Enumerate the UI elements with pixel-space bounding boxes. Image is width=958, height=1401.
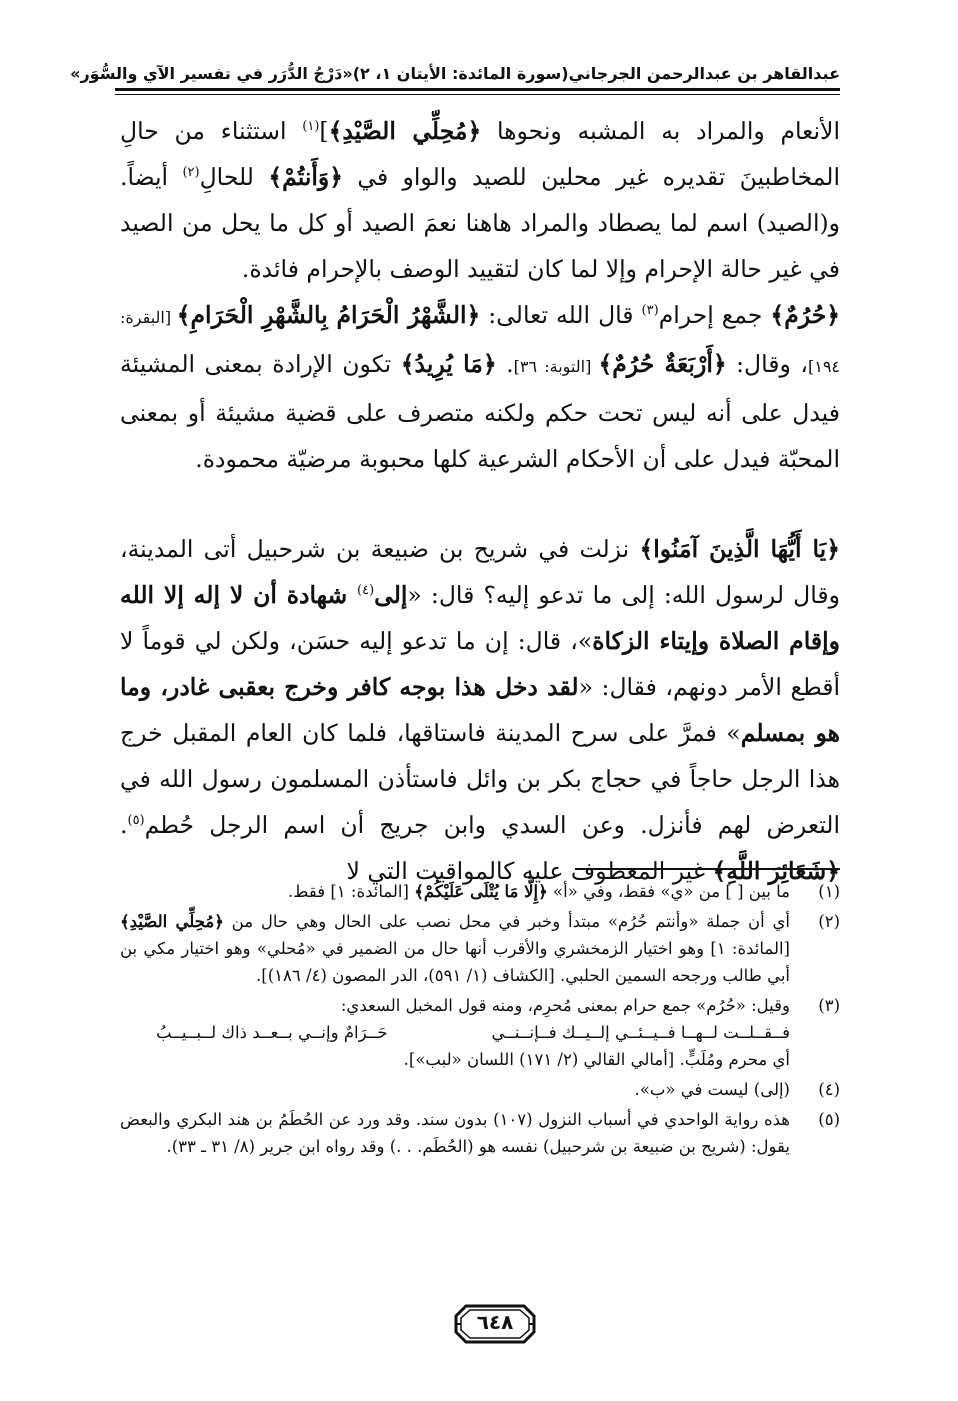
hadith-bold: لقد دخل هذا بوجه كافر وخرج بعقبى غادر، وما هو بمسلم bbox=[120, 673, 840, 747]
header-book-title: «دَرْجُ الدُّرَر في تفسير الآي والسُّوَر» bbox=[70, 63, 353, 83]
text-run: أي أن جملة «وأنتم حُرُم» مبتدأ وخبر في محل نصب على الحال وهي حال من bbox=[223, 912, 790, 931]
footnote-number: (٢) bbox=[818, 912, 840, 931]
footnote-separator bbox=[575, 868, 840, 870]
text-run: أي محرم ومُلَبٍّ. [أمالي القالي (٢/ ١٧١) اللسان «لبب»]. bbox=[403, 1050, 790, 1069]
poetry-verse bbox=[120, 1019, 790, 1046]
footnote-text bbox=[120, 908, 790, 989]
quran-quote: ﴿يَا أَيُّهَا الَّذِينَ آمَنُوا﴾ bbox=[639, 535, 840, 563]
text-run: [المائدة: ١] وهو اختيار الزمخشري والأقرب أنها حال من الضمير في «مُحلي» وهو اختيار مكي بن أبي طالب ورجحه السمين الحلبي. [الكشاف (١/ ٥٩١)، الدر المصون (٤/ ١٨٦)]. bbox=[120, 939, 790, 985]
footnote-4 bbox=[120, 1076, 840, 1103]
quran-quote: ﴿مُحِلِّي الصَّيْدِ﴾ bbox=[120, 912, 224, 931]
quran-quote: ﴿مَا يُرِيدُ﴾ bbox=[400, 350, 497, 378]
footnote-ref: (١) bbox=[302, 119, 320, 135]
verse-hemistich-first: فــقــلــت لــهــا فــيــئــي إلــيــك فــإنــنــي bbox=[491, 1023, 790, 1042]
footnote-number: (٥) bbox=[818, 1110, 840, 1129]
main-text bbox=[120, 108, 840, 894]
quran-quote: ﴿مُحِلِّي الصَّيْدِ﴾ bbox=[328, 117, 482, 145]
page-number-badge bbox=[454, 1304, 536, 1344]
verse-reference: [البقرة: ١٩٤] bbox=[120, 308, 841, 376]
header-rule-thin bbox=[115, 94, 840, 95]
quran-quote: ﴿شَعَائِرَ اللَّهِ﴾ bbox=[712, 857, 840, 885]
paragraph-3 bbox=[120, 526, 840, 894]
text-run: قال الله تعالى: bbox=[480, 301, 642, 329]
text-run: ] bbox=[319, 117, 329, 145]
paragraph-1 bbox=[120, 108, 840, 292]
footnote-text: (إلى) ليست في «ب». bbox=[634, 1080, 790, 1099]
header-rule-thick bbox=[115, 88, 840, 91]
text-run: . bbox=[120, 811, 128, 839]
hadith-bold: إلى bbox=[374, 581, 408, 609]
footnote-5 bbox=[120, 1106, 840, 1160]
header-section: (سورة المائدة: الأيتان ١، ٢) bbox=[352, 63, 569, 83]
footnote-ref: (٢) bbox=[182, 165, 200, 181]
quran-quote: ﴿حُرُمٌ﴾ bbox=[770, 301, 841, 329]
footnotes bbox=[120, 878, 840, 1163]
text-run: ما بين [ ] من «ي» فقط، وفي «أ» bbox=[547, 882, 790, 901]
quran-quote: ﴿وَأَنتُمْ﴾ bbox=[268, 163, 344, 191]
text-run: . bbox=[496, 350, 514, 378]
footnote-ref: (٥) bbox=[127, 813, 145, 829]
verse-reference: [التوبة: ٣٦] bbox=[513, 357, 599, 376]
text-run: ، وقال: bbox=[726, 350, 808, 378]
footnote-text bbox=[120, 992, 790, 1073]
footnote-number: (٤) bbox=[818, 1080, 840, 1099]
quran-quote: ﴿أَرْبَعَةٌ حُرُمٌ﴾ bbox=[598, 350, 727, 378]
footnote-2 bbox=[120, 908, 840, 989]
page-number: ٦٤٨ bbox=[476, 1310, 514, 1334]
text-run: غير المعطوف عليه كالمواقيت التي لا bbox=[346, 857, 713, 885]
header-author: عبدالقاهر بن عبدالرحمن الجرجاني bbox=[568, 63, 840, 83]
text-run: جمع إحرام bbox=[658, 301, 771, 329]
text-run: نزلت في شريح بن ضبيعة بن شرحبيل أتى المدينة، وقال لرسول الله: إلى ما تدعو إليه؟ قال: « bbox=[120, 535, 840, 609]
text-run: استثناء من حالِ المخاطبينَ تقديره غير محلين للصيد والواو في bbox=[120, 117, 840, 191]
text-run: للحالِ bbox=[199, 163, 269, 191]
text-run: تكون الإرادة بمعنى المشيئة فيدل على أنه ليس تحت حكم ولكنه متصرف على قضية مشيئة أو بمعنى المحبّة فيدل على أن الأحكام الشرعية كلها محبوبة مرضيّة محمودة. bbox=[120, 350, 840, 473]
quran-quote: ﴿إِلَّا مَا يُتْلَى عَلَيْكُمْ﴾ bbox=[414, 882, 548, 901]
footnote-text: هذه رواية الواحدي في أسباب النزول (١٠٧) بدون سند. وقد ورد عن الحُطَمُ بن هند البكري والبعض يقول: (شريح بن ضبيعة بن شرحبيل) نفسه هو (الحُطَم. . .) وقد رواه ابن جرير (٨/ ٣١ ـ ٣٣). bbox=[120, 1110, 790, 1156]
text-run: أيضاً. و(الصيد) اسم لما يصطاد والمراد هاهنا نعمَ الصيد أو كل ما يحل من الصيد في غير حالة الإحرام وإلا لما كان لتقييد الوصف بالإحرام فائدة. bbox=[120, 163, 840, 283]
footnote-number: (٣) bbox=[818, 996, 840, 1015]
footnote-ref: (٤) bbox=[357, 583, 375, 599]
paragraph-2 bbox=[120, 292, 840, 482]
footnote-3 bbox=[120, 992, 840, 1073]
text-run: »، قال: إن ما تدعو إليه حسَن، ولكن لي قوماً لا أقطع الأمر دونهم، فقال: « bbox=[120, 627, 840, 701]
text-run: الأنعام والمراد به المشبه ونحوها bbox=[481, 117, 840, 145]
quran-quote: ﴿الشَّهْرُ الْحَرَامُ بِالشَّهْرِ الْحَرَامِ﴾ bbox=[176, 301, 481, 329]
verse-hemistich-second: حَــرَامٌ وإنــي بــعــد ذاك لــبــيــبُ bbox=[156, 1023, 388, 1042]
text-run: » فمرَّ على سرح المدينة فاستاقها، فلما كان العام المقبل خرج هذا الرجل حاجاً في حجاج بكر بن وائل فاستأذن المسلمون رسول الله في التعرض لهم فأنزل. وعن السدي وابن جريج أن اسم الرجل حُطم bbox=[120, 719, 840, 839]
footnote-number: (١) bbox=[818, 882, 840, 901]
running-header bbox=[70, 56, 840, 90]
footnote-1 bbox=[120, 878, 840, 905]
text-run: وقيل: «حُرُم» جمع حرام بمعنى مُحرِم، ومنه قول المخبل السعدي: bbox=[340, 996, 790, 1015]
text-run: [المائدة: ١] فقط. bbox=[287, 882, 415, 901]
footnote-ref: (٣) bbox=[641, 303, 659, 319]
footnote-text bbox=[120, 878, 790, 905]
hadith-bold: شهادة أن لا إله إلا الله وإقام الصلاة وإيتاء الزكاة bbox=[120, 581, 840, 655]
